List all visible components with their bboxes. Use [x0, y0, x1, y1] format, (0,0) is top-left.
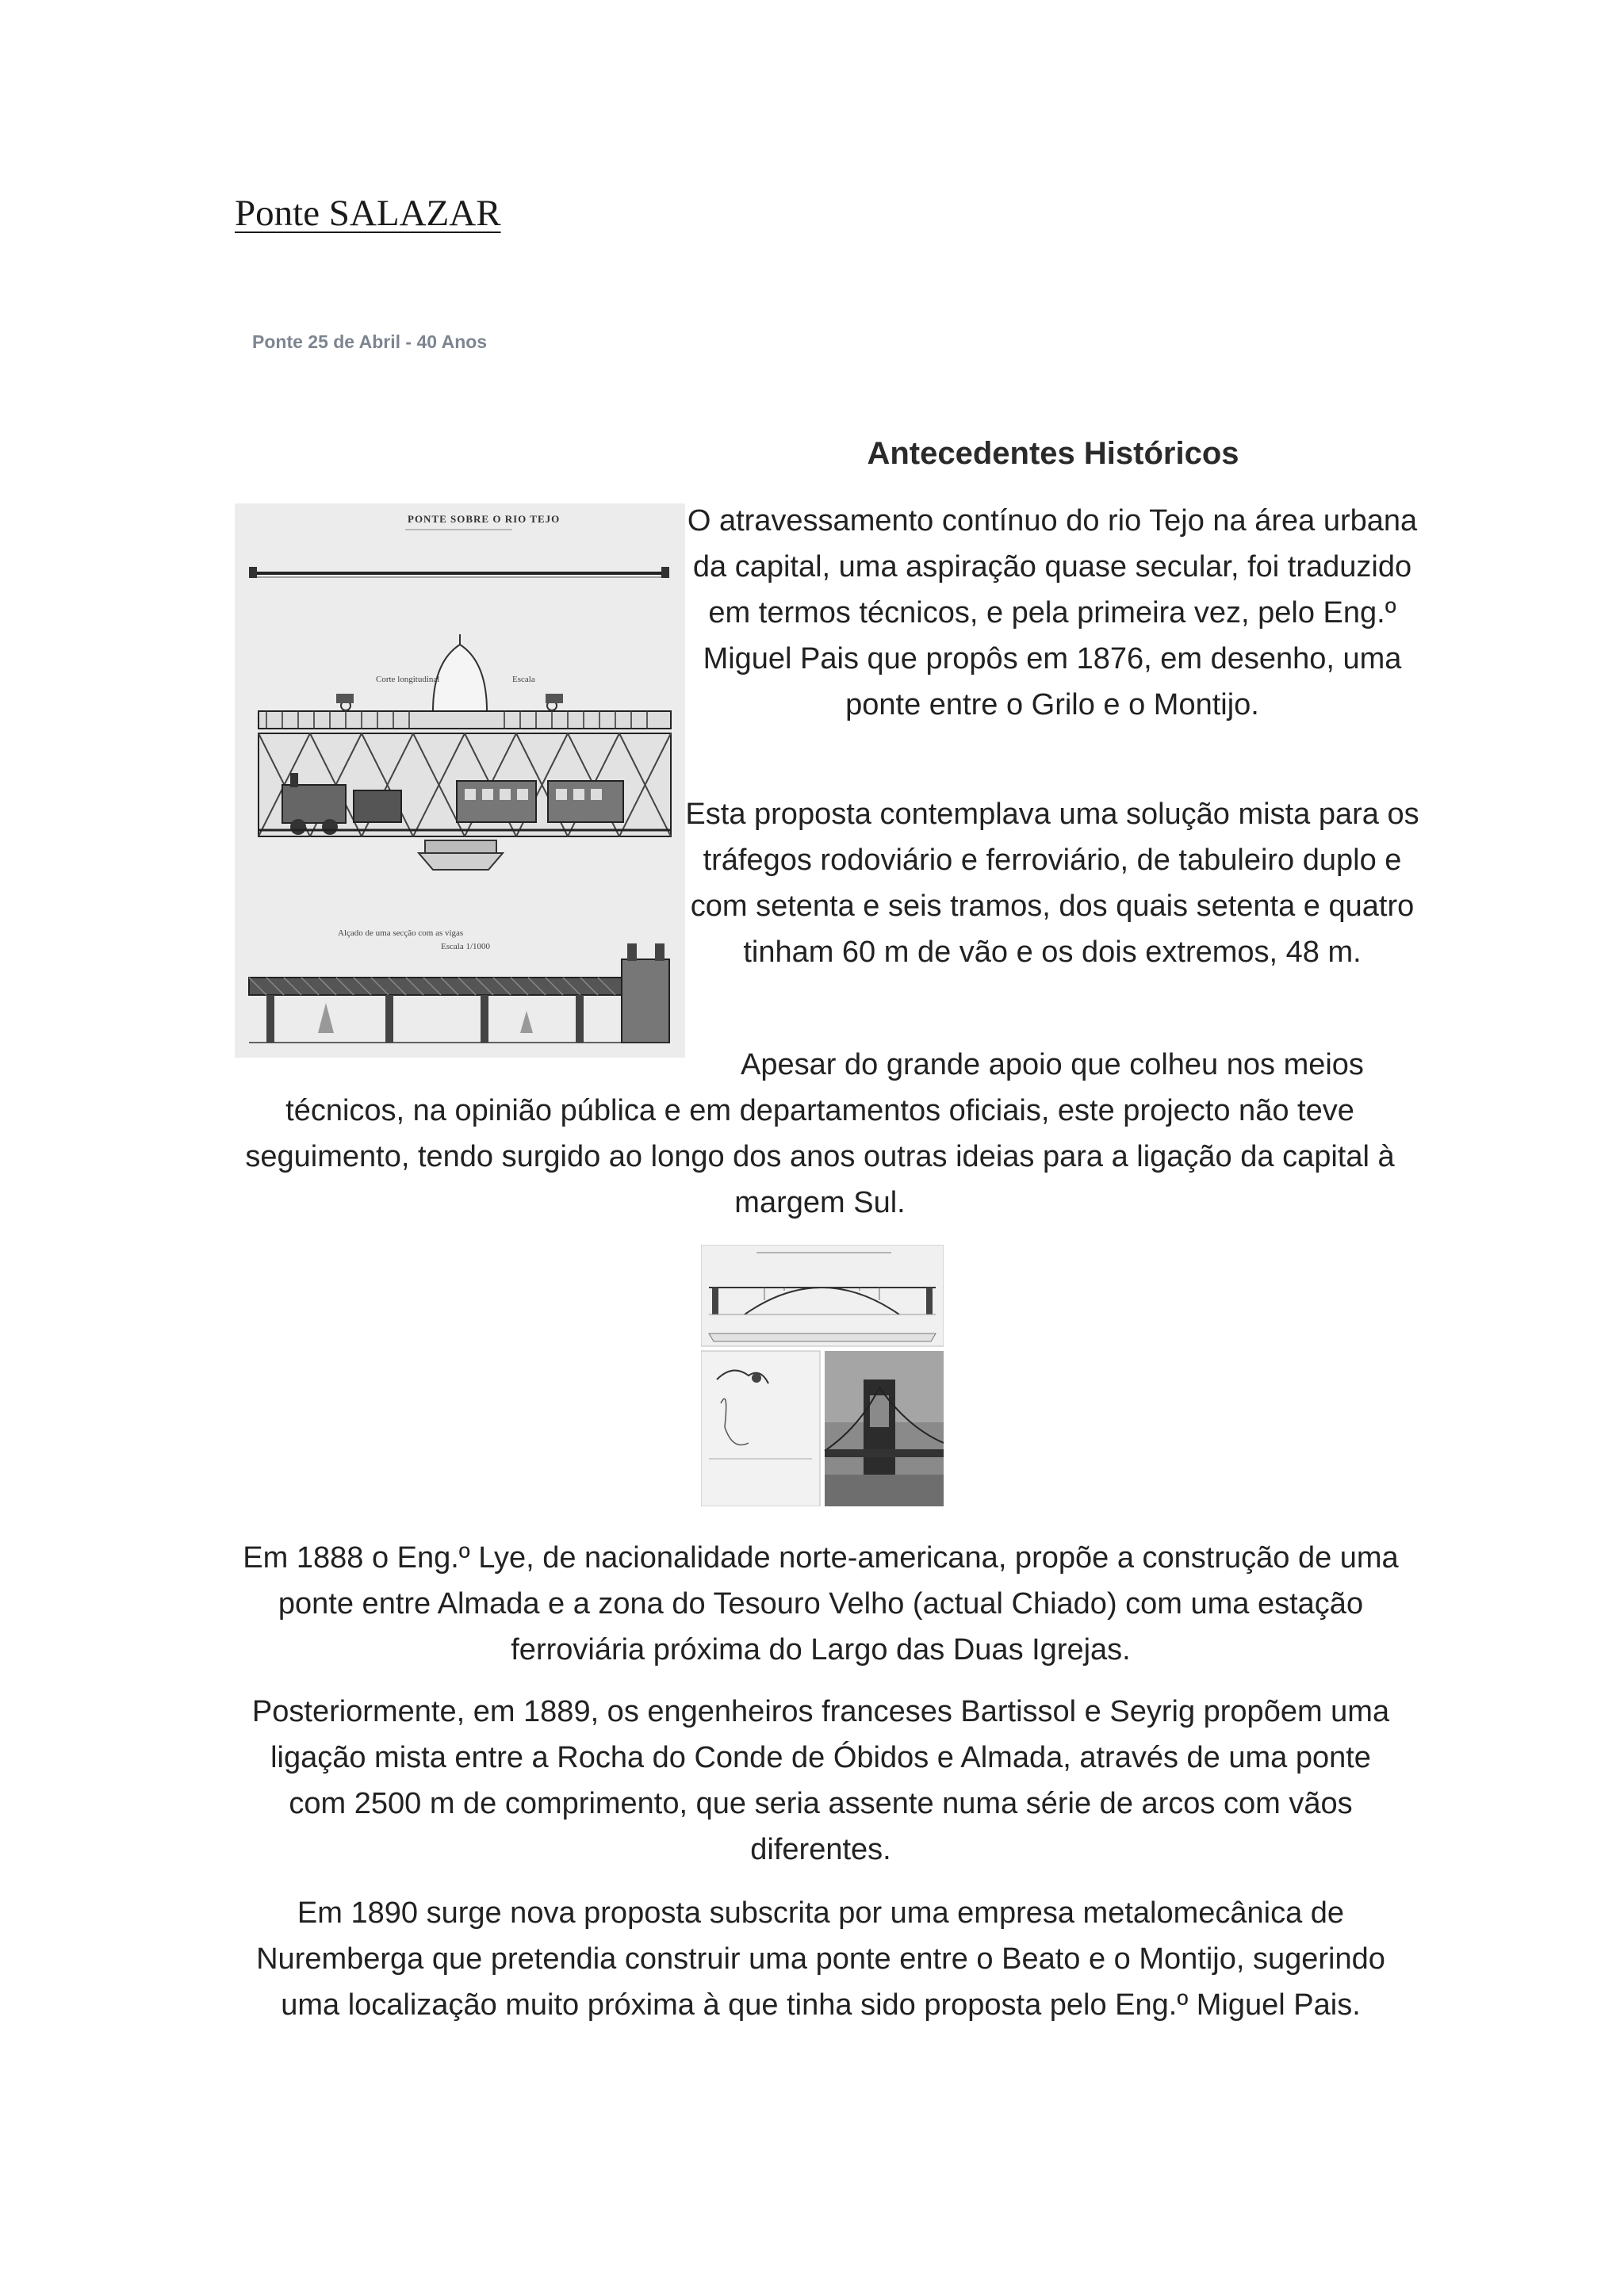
paragraph-proposal-details: Esta proposta contemplava uma solução mista para os tráfegos rodoviário e ferroviário, de tabuleiro duplo e com setenta e seis tramos, dos quais setenta e quatro tinham 60 m de vão e os dois extremos, 48 m. [685, 798, 1419, 969]
bridge-drawing-1876-image [235, 503, 685, 1058]
paragraph-nuremberga-1890: Em 1890 surge nova proposta subscrita por uma empresa metalomecânica de Nuremberga que pretendia construir uma ponte entre o Beato e o Montijo, sugerindo uma localização muito próxima à que tinha sido proposta pelo Eng.º Miguel Pais. [256, 1896, 1385, 2022]
document-subtitle: Ponte 25 de Abril - 40 Anos [252, 331, 488, 352]
paragraph-bartissol-seyrig-1889: Posteriormente, em 1889, os engenheiros franceses Bartissol e Seyrig propõem uma ligação mista entre a Rocha do Conde de Óbidos e Almada, através de uma ponte com 2500 m de comprimento, que seria assente numa série de arcos com vãos diferentes. [251, 1695, 1390, 1866]
drawing-lower-label: Alçado de uma secção com as vigas [338, 928, 464, 938]
section-heading: Antecedentes Históricos [867, 436, 1239, 471]
drawing-label-right: Escala [512, 675, 535, 684]
bridge-proposals-composite-image [701, 1245, 944, 1506]
paragraph-support-first-line: Apesar do grande apoio que colheu nos meios [741, 1048, 1364, 1081]
drawing-label-left: Corte longitudinal [376, 675, 440, 684]
document-title: Ponte SALAZAR [235, 193, 501, 234]
paragraph-lye-1888: Em 1888 o Eng.º Lye, de nacionalidade norte-americana, propõe a construção de uma ponte entre Almada e a zona do Tesouro Velho (actual Chiado) com uma estação ferroviária próxima do Largo das Duas Igrejas. [243, 1541, 1399, 1667]
paragraph-support-continuation: técnicos, na opinião pública e em departamentos oficiais, este projecto não teve seguimento, tendo surgido ao longo dos anos outras ideias para a ligação da capital à margem Sul. [245, 1094, 1395, 1219]
drawing-header-text: PONTE SOBRE O RIO TEJO [408, 513, 561, 525]
paragraph-miguel-pais-proposal: O atravessamento contínuo do rio Tejo na área urbana da capital, uma aspiração quase secular, foi traduzido em termos técnicos, e pela primeira vez, pelo Eng.º Miguel Pais que propôs em 1876, em desenho, uma ponte entre o Grilo e o Montijo. [687, 504, 1418, 721]
drawing-lower-label-2: Escala 1/1000 [441, 942, 491, 951]
